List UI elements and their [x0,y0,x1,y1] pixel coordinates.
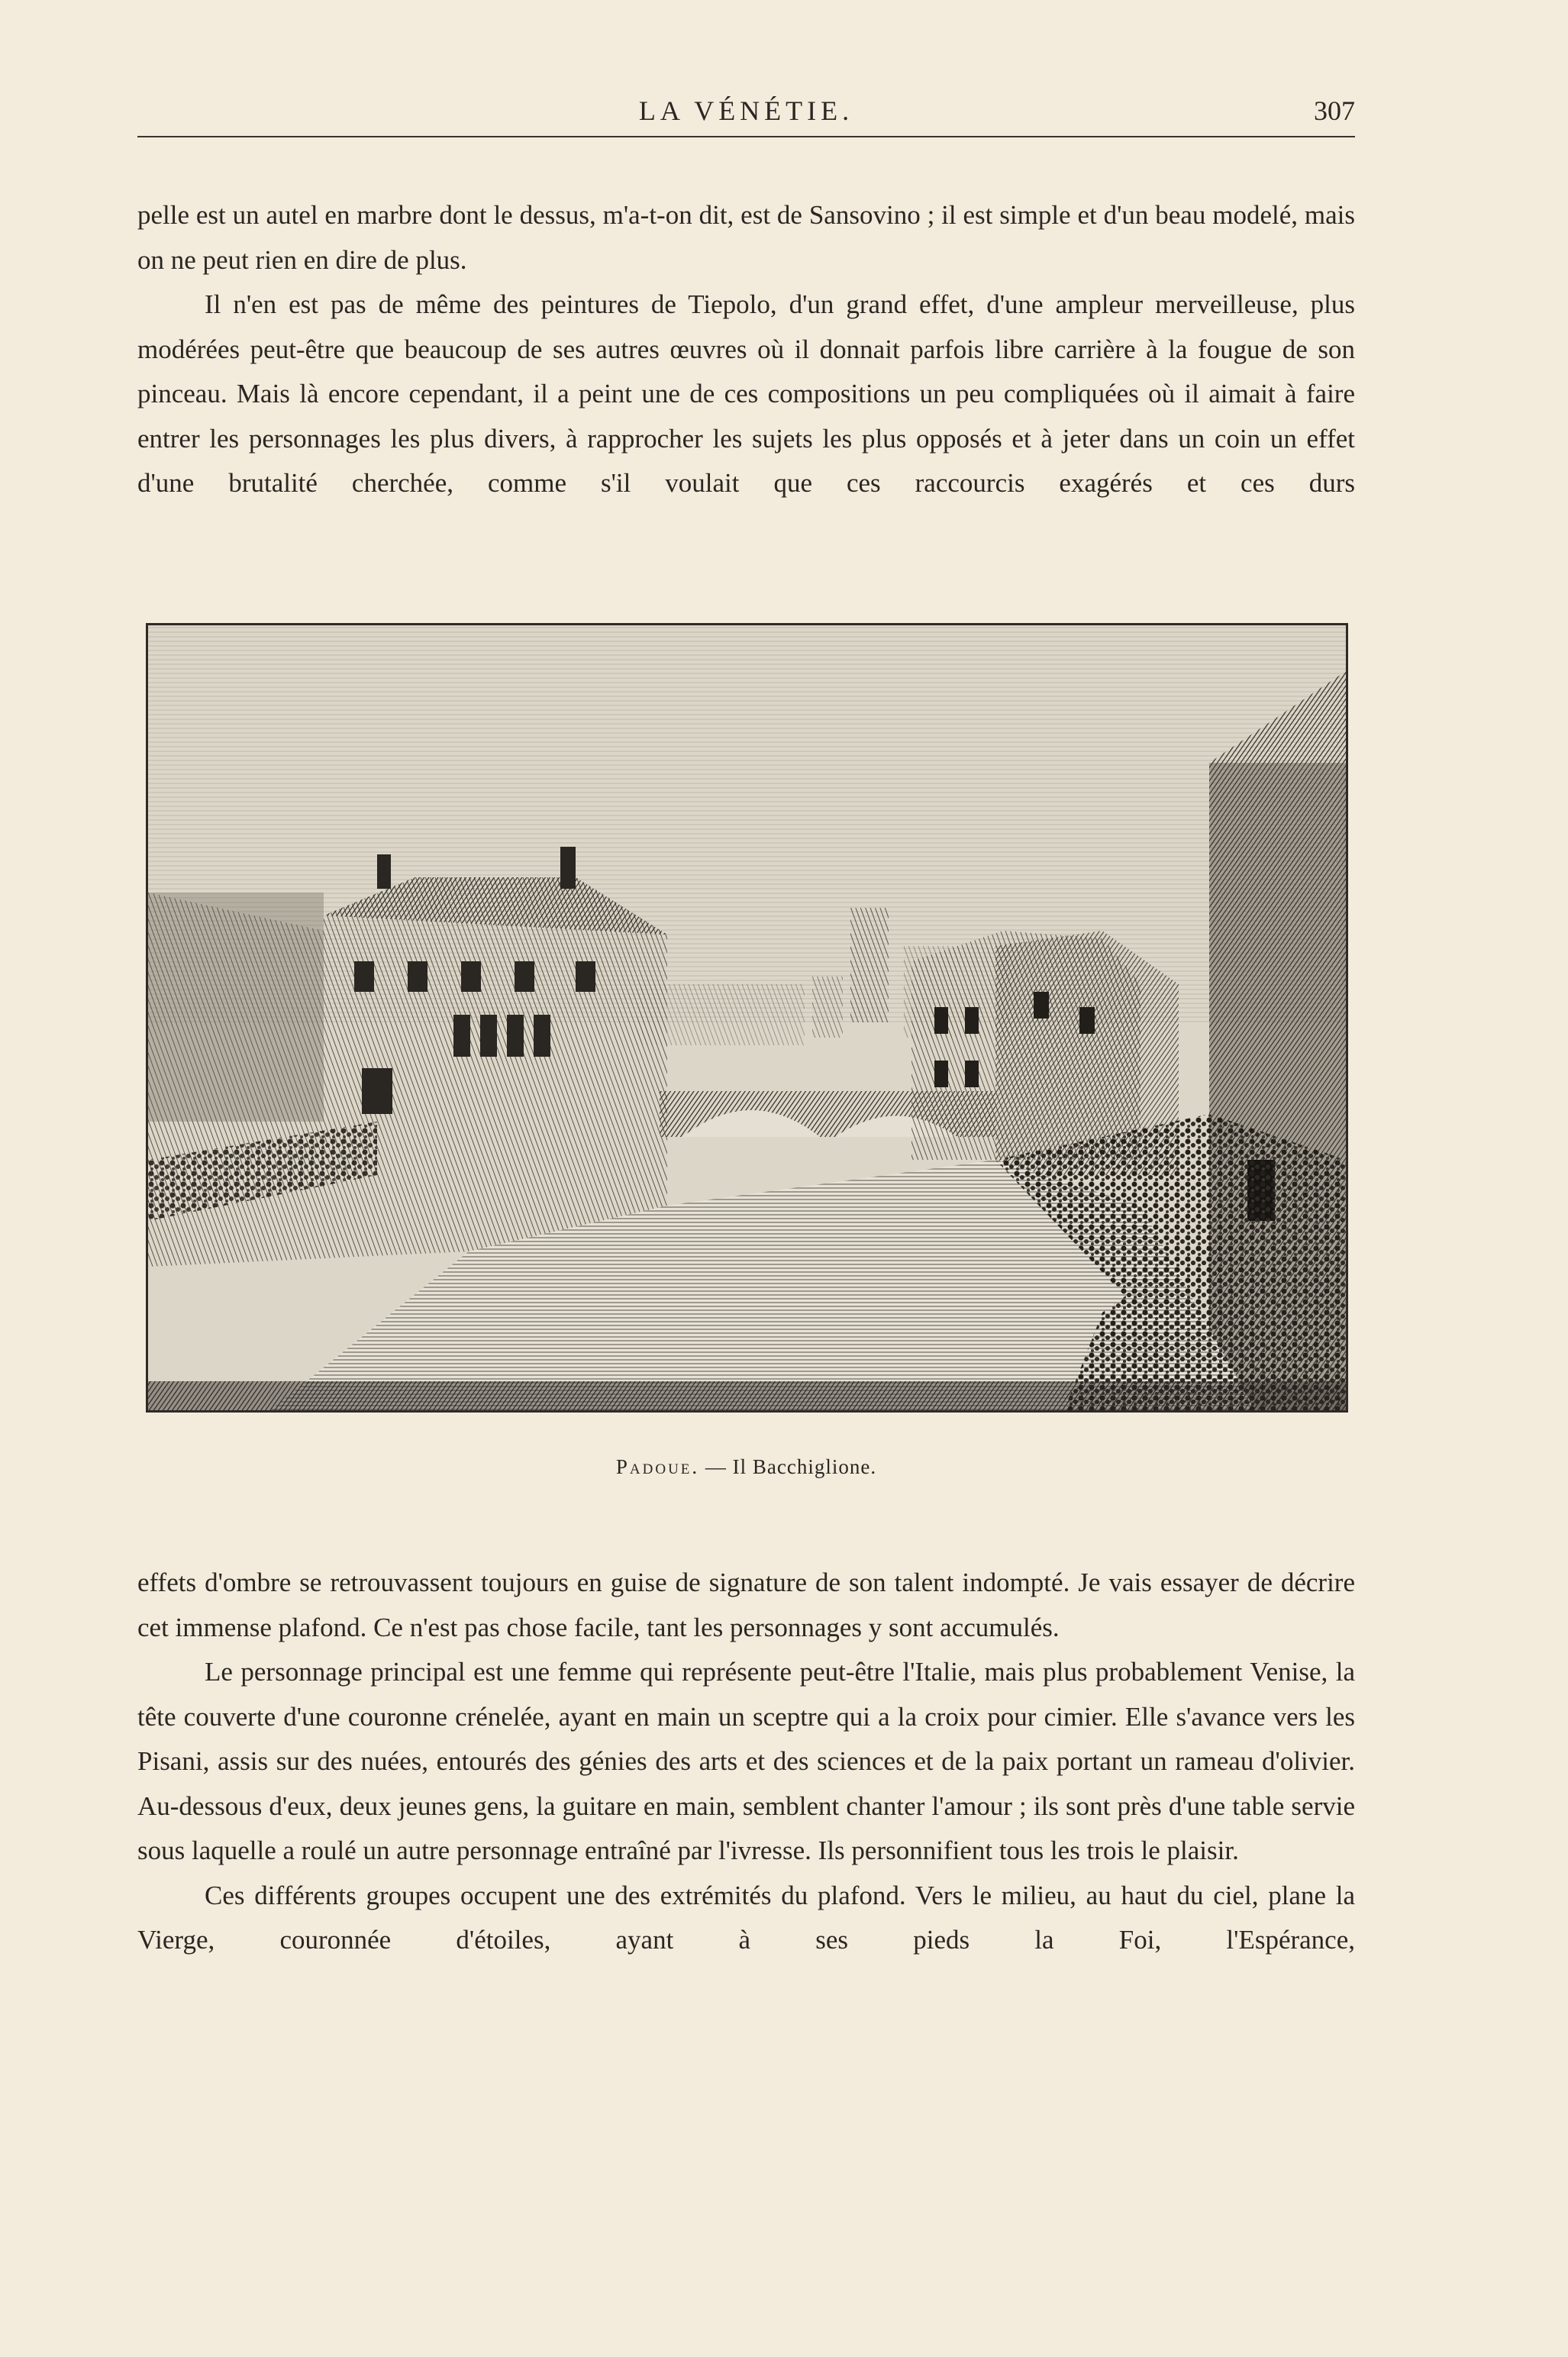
paragraph-continued: pelle est un autel en marbre dont le dessus, m'a-t-on dit, est de Sansovino ; il est simple et d'un beau modelé, mais on ne peut rien en dire de plus. [137,200,1355,275]
illustration-padoue-bacchiglione [146,623,1348,1413]
page-number: 307 [1314,95,1355,126]
running-header [137,90,1355,137]
paragraph: Le personnage principal est une femme qui représente peut-être l'Italie, mais plus probablement Venise, la tête couverte d'une couronne crénelée, ayant en main un sceptre qui a la croix pour cimier. Elle s'avance vers les Pisani, assis sur des nuées, entourés des génies des arts et des sciences et de la paix portant un rameau d'olivier. Au-dessous d'eux, deux jeunes gens, la guitare en main, semblent chanter l'amour ; ils sont près d'une table servie sous laquelle a roulé un autre personnage entraîné par l'ivresse. Ils personnifient tous les trois le plaisir. [137,1657,1355,1865]
paragraph: Il n'en est pas de même des peintures de Tiepolo, d'un grand effet, d'une ampleur merveilleuse, plus modérées peut-être que beaucoup de ses autres œuvres où il donnait parfois libre carrière à la fougue de son pinceau. Mais là encore cependant, il a peint une de ces compositions un peu compliquées où il aimait à faire entrer les personnages les plus divers, à rapprocher les sujets les plus opposés et à jeter dans un coin un effet d'une brutalité cherchée, comme s'il voulait que ces raccourcis exagérés et ces durs [137,289,1355,498]
running-title: LA VÉNÉTIE. [638,95,854,126]
text-block-bottom [137,1561,1355,1963]
paragraph: Ces différents groupes occupent une des extrémités du plafond. Vers le milieu, au haut du ciel, plane la Vierge, couronnée d'étoiles, ayant à ses pieds la Foi, l'Espérance, [137,1880,1355,1955]
text-block-top [137,193,1355,506]
figure-caption [137,1455,1355,1479]
engraving-river-scene [148,625,1346,1410]
caption-subject: Il Bacchiglione. [732,1455,877,1478]
caption-separator: — [699,1455,733,1478]
caption-place: Padoue. [615,1455,700,1478]
paragraph-continued: effets d'ombre se retrouvassent toujours en guise de signature de son talent indompté. Je vais essayer de décrire cet immense plafond. Ce n'est pas chose facile, tant les personnages y sont accumulés. [137,1568,1355,1642]
